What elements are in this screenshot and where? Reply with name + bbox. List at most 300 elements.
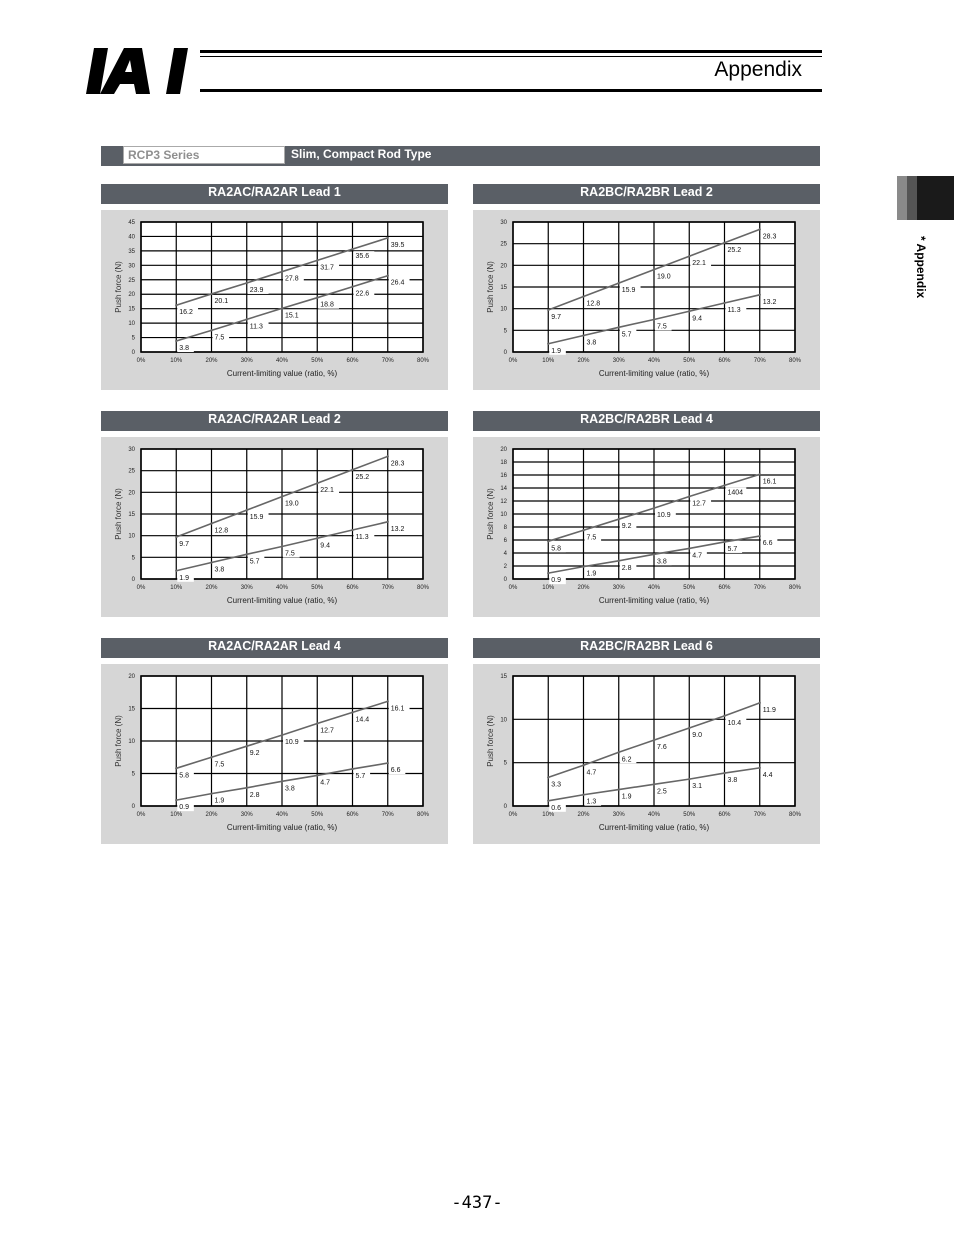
data-label: 10.9 [285,739,299,747]
data-point [618,751,620,753]
x-tick-label: 70% [753,812,766,818]
data-point [210,792,212,794]
chart-svg [473,437,820,617]
x-tick-label: 0% [136,812,146,818]
y-tick-label: 15 [128,706,135,713]
y-tick-label: 30 [128,447,135,453]
data-point [351,529,353,531]
data-label: 19.0 [657,273,671,281]
data-point [387,700,389,702]
data-point [759,702,761,704]
data-label: 9.7 [551,313,561,321]
chart-panel [473,210,820,390]
data-point [387,521,389,523]
data-point [688,495,690,497]
data-point [316,296,318,298]
data-point [582,794,584,796]
data-point [281,495,283,497]
y-tick-label: 2 [503,564,507,570]
y-tick-label: 25 [500,241,507,248]
x-tick-label: 30% [240,812,253,818]
x-axis-label: Current-limiting value (ratio, %) [226,596,338,605]
chart-panel [473,664,820,844]
data-point [653,507,655,509]
chart-panel [473,437,820,617]
y-tick-label: 25 [128,277,135,284]
x-axis-label: Current-limiting value (ratio, %) [226,369,338,378]
data-label: 15.9 [621,287,636,295]
data-label: 10.4 [727,719,742,727]
data-point [653,553,655,555]
y-tick-label: 0 [503,804,507,810]
data-label: 22.1 [692,260,706,268]
data-label: 7.5 [285,550,295,558]
x-tick-label: 40% [275,812,289,818]
data-point [582,565,584,567]
data-label: 10.9 [657,512,671,520]
data-point [246,318,248,320]
chart-title: RA2AC/RA2AR Lead 1 [101,184,448,204]
data-point [618,560,620,562]
data-label: 14.4 [355,716,370,724]
x-tick-label: 80% [416,358,430,364]
data-label: 9.2 [249,750,260,758]
data-label: 12.7 [320,727,334,735]
data-label: 3.8 [586,339,597,347]
x-axis-label: Current-limiting value (ratio, %) [598,596,710,605]
data-label: 7.5 [657,323,667,331]
data-label: 1404 [727,489,744,497]
x-axis-label: Current-limiting value (ratio, %) [226,823,338,832]
y-tick-label: 18 [500,460,507,466]
x-tick-label: 10% [542,585,555,591]
x-tick-label: 40% [647,812,661,818]
x-tick-label: 10% [542,812,555,818]
data-point [246,553,248,555]
data-label: 11.3 [249,323,263,331]
x-tick-label: 0% [136,585,146,591]
y-tick-label: 16 [500,473,507,479]
data-label: 5.7 [621,331,632,339]
x-tick-label: 0% [136,358,146,364]
data-label: 25.2 [727,246,742,254]
x-tick-label: 60% [718,585,731,591]
x-tick-label: 50% [311,585,324,591]
data-point [547,800,549,802]
data-point [759,473,761,475]
x-tick-label: 80% [788,358,802,364]
data-label: 16.1 [390,705,405,713]
y-tick-label: 12 [500,499,507,505]
x-tick-label: 10% [170,358,183,364]
data-label: 3.8 [727,777,738,785]
data-label: 7.5 [586,534,597,542]
data-point [618,788,620,790]
data-point [210,293,212,295]
data-point [175,799,177,801]
x-tick-label: 50% [683,358,696,364]
data-point [210,522,212,524]
data-label: 9.4 [320,542,330,550]
y-tick-label: 0 [131,577,135,583]
data-label: 22.6 [355,290,370,298]
data-label: 5.8 [179,772,189,780]
data-label: 7.5 [214,334,225,342]
x-tick-label: 10% [170,812,183,818]
data-label: 3.8 [214,566,225,574]
data-point [175,340,177,342]
data-label: 25.2 [355,473,370,481]
data-label: 12.8 [214,527,229,535]
y-tick-label: 4 [503,551,507,557]
data-label: 9.4 [692,315,702,323]
x-tick-label: 60% [718,812,731,818]
data-label: 5.8 [551,545,561,553]
chart-svg [473,664,820,844]
header-rule-mid [200,56,822,57]
data-label: 31.7 [320,264,334,272]
data-point [547,776,549,778]
x-tick-label: 70% [381,358,394,364]
data-label: 1.9 [621,793,632,801]
data-point [759,228,761,230]
header-rule-bottom [200,89,822,92]
data-label: 0.6 [551,804,561,812]
y-tick-label: 5 [131,771,135,778]
y-tick-label: 5 [503,760,507,767]
data-point [547,572,549,574]
data-point [547,343,549,345]
data-point [723,302,725,304]
y-tick-label: 45 [128,220,135,226]
data-point [316,482,318,484]
x-tick-label: 20% [577,358,590,364]
data-point [688,727,690,729]
data-point [175,536,177,538]
data-point [547,540,549,542]
x-tick-label: 50% [683,812,696,818]
data-point [246,745,248,747]
x-tick-label: 70% [753,585,766,591]
data-point [688,547,690,549]
x-tick-label: 80% [416,812,430,818]
chart-svg [101,437,448,617]
x-tick-label: 0% [508,812,518,818]
data-label: 20.1 [214,297,229,305]
data-point [759,294,761,296]
x-tick-label: 50% [683,585,696,591]
y-tick-label: 25 [128,468,135,475]
x-tick-label: 30% [240,358,253,364]
data-label: 39.5 [390,241,405,249]
data-label: 26.4 [390,279,405,287]
x-tick-label: 60% [346,358,359,364]
y-tick-label: 15 [500,285,507,291]
x-tick-label: 20% [577,812,590,818]
iai-logo [84,48,200,94]
data-label: 13.2 [390,525,405,533]
data-label: 0.9 [179,804,189,812]
data-point [351,711,353,713]
series-name: RCP3 Series [123,146,285,164]
data-label: 5.7 [355,772,366,780]
y-tick-label: 8 [503,525,507,531]
data-label: 11.3 [727,307,741,315]
data-point [582,529,584,531]
y-tick-label: 40 [128,234,135,241]
data-label: 2.5 [657,788,667,796]
data-point [723,541,725,543]
data-label: 15.9 [249,514,264,522]
data-point [653,739,655,741]
page-number: -437- [451,1193,503,1213]
x-axis-label: Current-limiting value (ratio, %) [598,823,710,832]
x-tick-label: 20% [205,812,218,818]
data-point [351,469,353,471]
data-label: 7.5 [214,761,225,769]
y-axis-label: Push force (N) [486,488,495,540]
data-label: 2.8 [249,791,260,799]
data-label: 27.8 [285,275,299,283]
data-label: 12.8 [586,300,601,308]
data-label: 15.1 [285,312,299,320]
data-label: 3.8 [179,345,189,353]
data-point [723,484,725,486]
data-label: 1.9 [551,347,561,355]
x-tick-label: 30% [612,585,625,591]
data-label: 3.8 [657,558,667,566]
data-point [723,772,725,774]
y-axis-label: Push force (N) [114,715,123,767]
x-tick-label: 70% [381,585,394,591]
data-point [653,783,655,785]
data-label: 11.9 [762,706,776,714]
y-tick-label: 10 [128,739,135,745]
data-label: 19.0 [285,500,299,508]
data-point [653,268,655,270]
data-label: 7.6 [657,744,667,752]
data-label: 16.2 [179,309,193,317]
chart-svg [101,664,448,844]
data-label: 2.8 [621,564,632,572]
page-title: Appendix [714,58,802,81]
data-point [688,255,690,257]
data-label: 9.2 [621,523,632,531]
y-tick-label: 20 [500,447,507,453]
x-tick-label: 60% [346,585,359,591]
y-tick-label: 0 [131,804,135,810]
x-tick-label: 80% [788,812,802,818]
data-point [246,282,248,284]
chart-title: RA2AC/RA2AR Lead 2 [101,411,448,431]
data-label: 9.7 [179,540,189,548]
data-label: 18.8 [320,301,334,309]
data-point [582,334,584,336]
data-label: 9.0 [692,732,702,739]
data-label: 4.7 [692,552,702,560]
y-tick-label: 10 [500,717,507,724]
x-tick-label: 0% [508,358,518,364]
chart-panel [101,210,448,390]
x-tick-label: 30% [240,585,253,591]
data-label: 5.7 [727,545,738,553]
data-label: 4.4 [762,771,773,779]
data-label: 6.6 [762,540,773,548]
data-label: 12.7 [692,500,706,508]
side-tab-label: * Appendix [914,236,928,299]
data-point [246,787,248,789]
y-tick-label: 0 [503,350,507,356]
x-tick-label: 60% [346,812,359,818]
x-tick-label: 80% [416,585,430,591]
data-point [246,509,248,511]
data-point [351,248,353,250]
data-label: 4.7 [586,769,597,777]
data-label: 3.1 [692,783,702,791]
y-axis-label: Push force (N) [114,488,123,540]
data-point [210,329,212,331]
data-point [351,286,353,288]
y-tick-label: 35 [128,248,135,255]
data-label: 4.7 [320,779,330,787]
data-point [387,762,389,764]
data-point [387,237,389,239]
y-tick-label: 30 [500,220,507,226]
x-tick-label: 30% [612,812,625,818]
chart-title: RA2BC/RA2BR Lead 6 [473,638,820,658]
y-tick-label: 14 [500,486,507,492]
chart-title: RA2AC/RA2AR Lead 4 [101,638,448,658]
y-tick-label: 20 [128,292,135,299]
y-tick-label: 10 [500,306,507,313]
data-label: 1.9 [214,797,225,805]
data-label: 1.3 [586,798,597,806]
x-tick-label: 40% [647,585,661,591]
data-point [759,767,761,769]
data-point [175,570,177,572]
data-point [387,275,389,277]
data-point [723,715,725,717]
header-rule-top [200,50,822,53]
data-point [653,318,655,320]
x-tick-label: 50% [311,358,324,364]
series-bar [101,146,820,166]
data-label: 11.3 [355,534,369,542]
y-tick-label: 0 [503,577,507,583]
data-label: 5.7 [249,558,260,566]
chart-title: RA2BC/RA2BR Lead 4 [473,411,820,431]
y-tick-label: 0 [131,350,135,356]
data-point [351,768,353,770]
side-tab [897,176,954,220]
data-point [618,326,620,328]
data-point [316,722,318,724]
data-point [618,518,620,520]
data-point [281,780,283,782]
data-point [316,774,318,776]
series-type: Slim, Compact Rod Type [291,147,432,161]
y-tick-label: 10 [500,512,507,518]
chart-title: RA2BC/RA2BR Lead 2 [473,184,820,204]
x-axis-label: Current-limiting value (ratio, %) [598,369,710,378]
data-label: 23.9 [249,286,264,294]
x-tick-label: 0% [508,585,518,591]
y-tick-label: 10 [128,533,135,540]
x-tick-label: 20% [205,585,218,591]
chart-svg [473,210,820,390]
x-tick-label: 10% [170,585,183,591]
data-point [582,295,584,297]
y-tick-label: 10 [128,321,135,328]
data-point [387,455,389,457]
y-axis-label: Push force (N) [486,715,495,767]
y-axis-label: Push force (N) [114,261,123,313]
y-tick-label: 5 [131,335,135,342]
data-label: 1.9 [179,574,189,582]
chart-panel [101,664,448,844]
y-tick-label: 5 [131,555,135,562]
data-point [281,545,283,547]
data-point [582,764,584,766]
data-point [175,767,177,769]
x-tick-label: 80% [788,585,802,591]
y-tick-label: 15 [500,674,507,680]
data-label: 22.1 [320,487,334,495]
x-tick-label: 70% [753,358,766,364]
x-tick-label: 40% [275,585,289,591]
data-label: 6.6 [390,767,401,775]
data-point [316,259,318,261]
x-tick-label: 70% [381,812,394,818]
x-tick-label: 10% [542,358,555,364]
y-tick-label: 30 [128,263,135,270]
data-label: 6.2 [621,756,632,764]
data-point [281,734,283,736]
data-point [316,537,318,539]
data-point [281,270,283,272]
data-label: 0.9 [551,577,561,585]
data-label: 1.9 [586,570,597,578]
y-axis-label: Push force (N) [486,261,495,313]
data-label: 16.1 [762,478,777,486]
x-tick-label: 30% [612,358,625,364]
data-point [281,307,283,309]
data-point [547,309,549,311]
y-tick-label: 20 [500,263,507,270]
y-tick-label: 20 [128,490,135,497]
data-point [688,310,690,312]
data-point [210,756,212,758]
data-point [175,304,177,306]
data-label: 28.3 [762,233,777,241]
data-label: 3.8 [285,785,295,793]
x-tick-label: 20% [577,585,590,591]
data-point [618,282,620,284]
data-point [723,242,725,244]
y-tick-label: 15 [128,512,135,518]
x-tick-label: 20% [205,358,218,364]
data-label: 3.3 [551,781,561,789]
data-label: 35.6 [355,253,370,261]
data-point [210,561,212,563]
y-tick-label: 15 [128,306,135,313]
x-tick-label: 40% [275,358,289,364]
chart-panel [101,437,448,617]
y-tick-label: 20 [128,674,135,680]
x-tick-label: 50% [311,812,324,818]
data-label: 28.3 [390,460,405,468]
chart-svg [101,210,448,390]
